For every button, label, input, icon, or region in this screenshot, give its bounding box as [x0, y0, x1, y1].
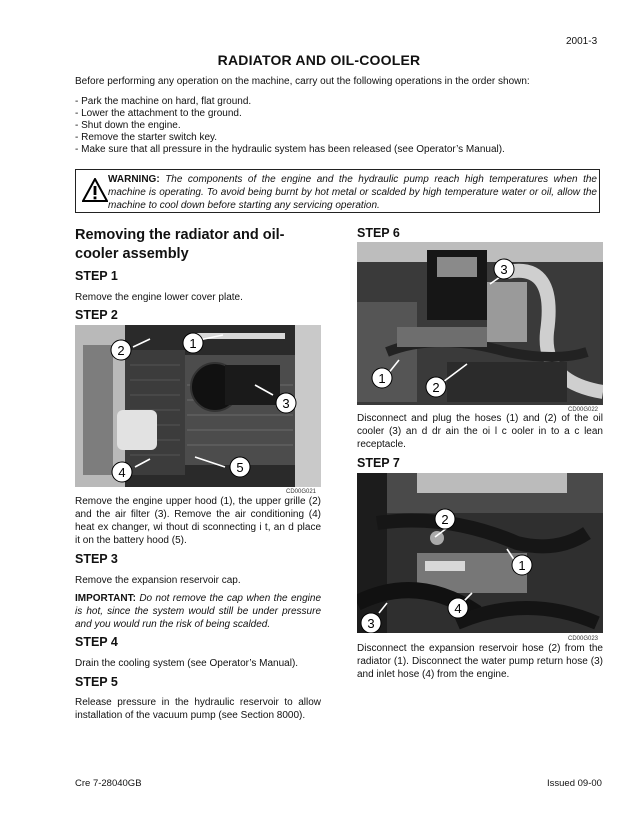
list-item: - Shut down the engine.	[75, 120, 181, 131]
callout-1	[183, 333, 203, 353]
footer-issued: Issued 09-00	[547, 778, 602, 789]
warning-label: WARNING:	[108, 174, 160, 185]
page-title: RADIATOR AND OIL-COOLER	[217, 52, 421, 68]
photo-code: CD00G023	[568, 636, 599, 642]
footer-doc-code: Cre 7-28040GB	[75, 778, 142, 789]
callout-label: 3	[500, 262, 508, 277]
callout-1	[512, 555, 532, 575]
callout-label: 5	[236, 460, 244, 475]
callout-3	[361, 613, 381, 633]
list-item: - Remove the starter switch key.	[75, 132, 218, 143]
warning-text	[108, 173, 597, 212]
step6-photo	[357, 242, 603, 405]
callout-3	[276, 393, 296, 413]
callout-label: 1	[189, 336, 197, 351]
callout-label: 4	[118, 465, 126, 480]
step7-photo	[357, 473, 603, 633]
list-item: - Make sure that all pressure in the hydraulic system has been released (see Operator’s Manual).	[75, 144, 505, 155]
section-title: Removing the radiator and oil-cooler assembly	[75, 227, 285, 262]
callout-4	[448, 598, 468, 618]
warning-box	[75, 169, 600, 213]
step2-text: Remove the engine upper hood (1), the upper grille (2) and the air filter (3). Remove the air conditioning (4) heat ex changer, wi thout di sconnecting i t, an d place it on the battery hood (5).	[75, 496, 321, 546]
callout-label: 2	[432, 380, 440, 395]
list-item: - Lower the attachment to the ground.	[75, 108, 242, 119]
callout-label: 3	[367, 616, 375, 631]
step3-important	[75, 592, 321, 631]
step1-heading: STEP 1	[75, 269, 118, 283]
step2-photo	[75, 325, 321, 487]
step7-text: Disconnect the expansion reservoir hose (2) from the radiator (1). Disconnect the water pump return hose (3) and inlet hose (4) from the engine.	[357, 643, 603, 680]
step6-heading: STEP 6	[357, 226, 400, 240]
intro-text: Before performing any operation on the machine, carry out the following operations in the order shown:	[75, 76, 530, 87]
step5-text: Release pressure in the hydraulic reservoir to allow installation of the vacuum pump (see Section 8000).	[75, 697, 321, 721]
callout-label: 1	[378, 371, 386, 386]
step6-text: Disconnect and plug the hoses (1) and (2) of the oil cooler (3) an d dr ain the oi l c ooler in to a c lean receptacle.	[357, 413, 603, 450]
step2-heading: STEP 2	[75, 308, 118, 322]
photo-code: CD00G022	[568, 407, 599, 413]
callout-label: 2	[117, 343, 125, 358]
prep-steps-list	[75, 96, 595, 156]
callout-2	[111, 340, 131, 360]
callout-4	[112, 462, 132, 482]
step4-heading: STEP 4	[75, 635, 118, 649]
page-number: 2001-3	[566, 36, 598, 47]
step1-text: Remove the engine lower cover plate.	[75, 292, 243, 303]
callout-1	[372, 368, 392, 388]
step7-heading: STEP 7	[357, 456, 400, 470]
important-label: IMPORTANT:	[75, 593, 136, 604]
callout-label: 4	[454, 601, 462, 616]
step5-heading: STEP 5	[75, 675, 118, 689]
callout-2	[426, 377, 446, 397]
list-item: - Park the machine on hard, flat ground.	[75, 96, 252, 107]
step3-heading: STEP 3	[75, 552, 118, 566]
callout-label: 3	[282, 396, 290, 411]
callout-5	[230, 457, 250, 477]
callout-2	[435, 509, 455, 529]
callout-label: 2	[441, 512, 449, 527]
important-text: Do not remove the cap when the engine is hot, since the system would still be under pressure and you would run the risk of being scalded.	[75, 593, 322, 630]
callout-label: 1	[518, 558, 526, 573]
photo-code: CD00G021	[286, 489, 317, 495]
warning-triangle-icon	[82, 178, 108, 202]
callout-3	[494, 259, 514, 279]
step3-text: Remove the expansion reservoir cap.	[75, 575, 241, 586]
step4-text: Drain the cooling system (see Operator’s Manual).	[75, 658, 299, 669]
warning-body: The components of the engine and the hydraulic pump reach high temperatures when the machine is operating. To avoid being burnt by hot metal or scalded by high temperature water or oil, allow the machine to cool down before starting any servicing operation.	[108, 174, 597, 211]
